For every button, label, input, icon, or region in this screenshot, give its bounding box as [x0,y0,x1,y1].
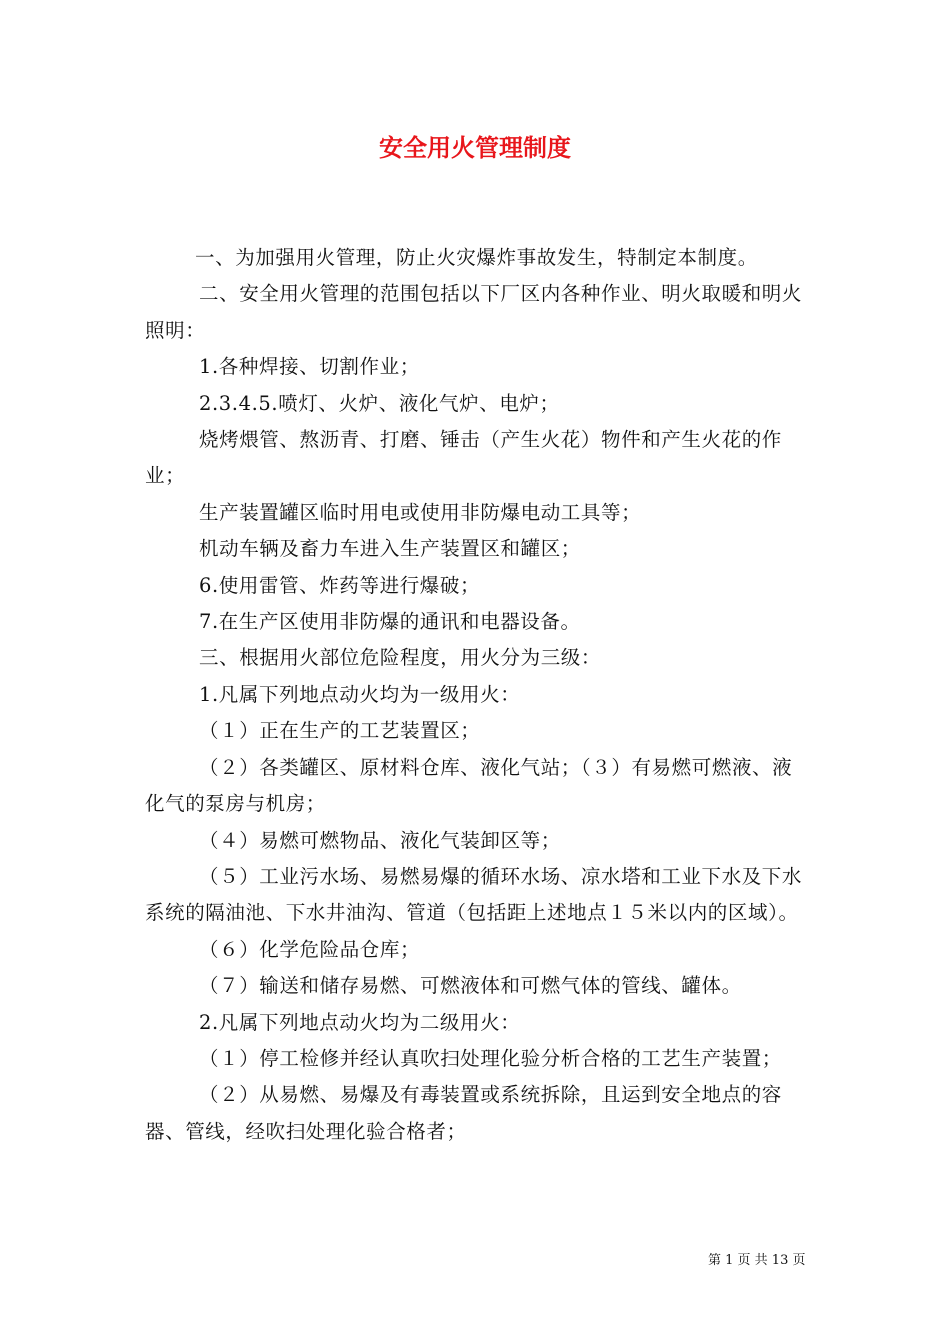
paragraph-5: 烧烤煨管、熬沥青、打磨、锤击（产生火花）物件和产生火花的作业； [145,428,782,488]
paragraph-7: 机动车辆及畜力车进入生产装置区和罐区； [199,537,581,561]
paragraph-3: 1.各种焊接、切割作业； [199,355,420,379]
paragraph-12: （１）正在生产的工艺装置区； [199,719,481,743]
paragraph-18: 2.凡属下列地点动火均为二级用火： [199,1010,521,1034]
paragraph-1: 一、为加强用火管理，防止火灾爆炸事故发生，特制定本制度。 [195,246,758,269]
paragraph-14: （４）易燃可燃物品、液化气装卸区等； [199,828,561,852]
paragraph-6: 生产装置罐区临时用电或使用非防爆电动工具等； [199,500,642,524]
paragraph-19: （１）停工检修并经认真吹扫处理化验分析合格的工艺生产装置； [199,1046,782,1070]
paragraph-20: （２）从易燃、易爆及有毒装置或系统拆除，且运到安全地点的容器、管线，经吹扫处理化验合格者； [145,1083,782,1143]
paragraph-16: （６）化学危险品仓库； [199,937,421,961]
page-number-footer: 第 1 页 共 13 页 [708,1253,806,1268]
document-body [145,240,807,1150]
paragraph-4: 2.3.4.5.喷灯、火炉、液化气炉、电炉； [199,391,560,415]
paragraph-15: （５）工业污水场、易燃易爆的循环水场、凉水塔和工业下水及下水系统的隔油池、下水井油沟、管道（包括距上述地点１５米以内的区域）。 [145,864,803,925]
paragraph-13: （２）各类罐区、原材料仓库、液化气站；（３）有易燃可燃液、液化气的泵房与机房； [145,755,793,816]
paragraph-17: （７）输送和储存易燃、可燃液体和可燃气体的管线、罐体。 [199,974,742,998]
document-title: 安全用火管理制度 [379,134,571,162]
paragraph-2: 二、安全用火管理的范围包括以下厂区内各种作业、明火取暖和明火照明： [145,282,803,342]
paragraph-9: 7.在生产区使用非防爆的通讯和电器设备。 [199,610,581,634]
paragraph-10: 三、根据用火部位危险程度，用火分为三级： [199,646,602,670]
paragraph-11: 1.凡属下列地点动火均为一级用火： [199,682,521,706]
paragraph-8: 6.使用雷管、炸药等进行爆破； [199,573,481,597]
